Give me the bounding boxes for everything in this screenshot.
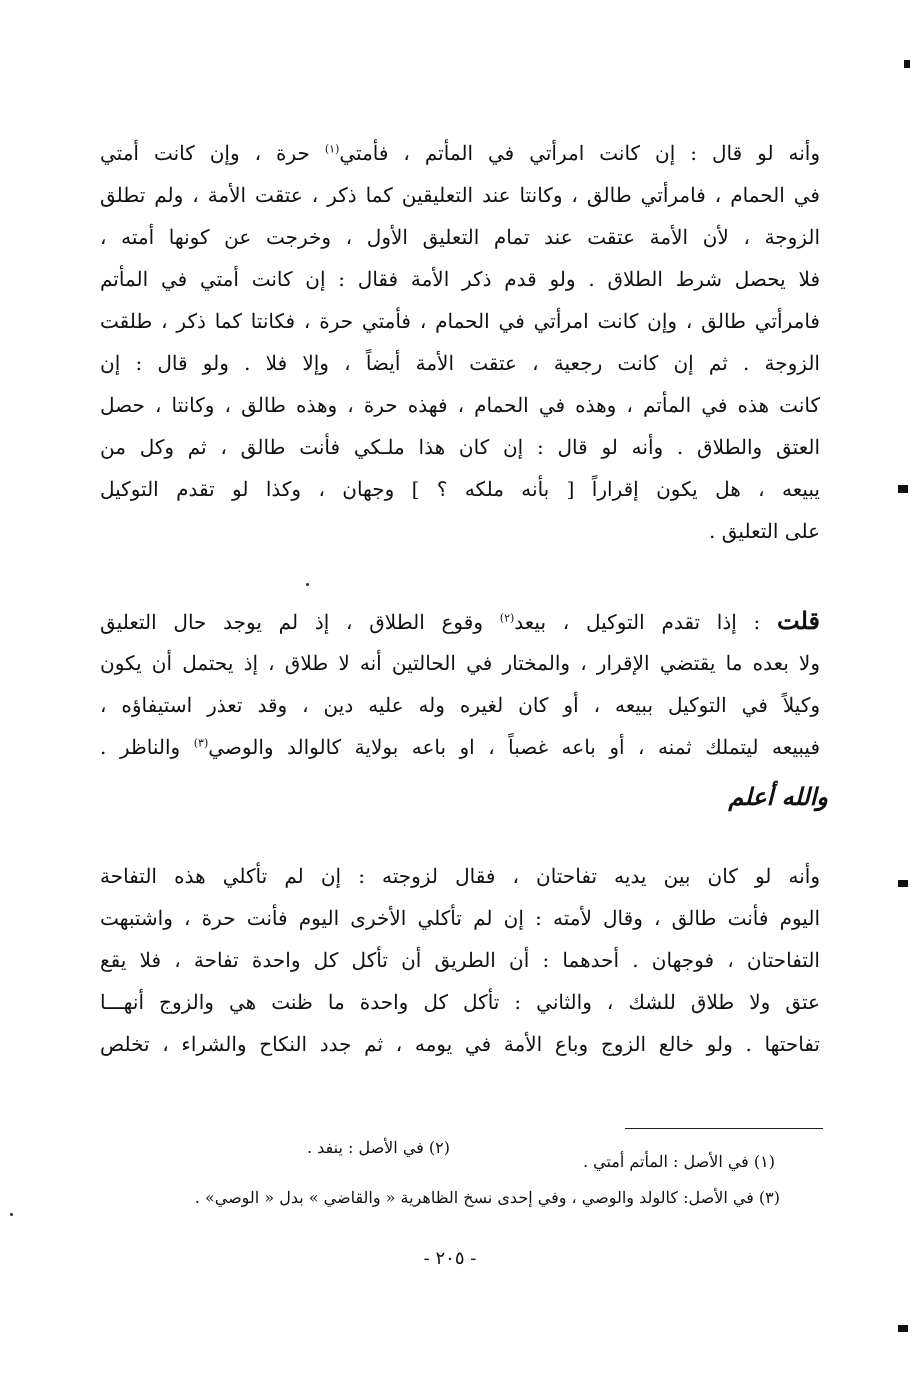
footnote-ref[interactable]: (١) (324, 142, 340, 156)
text-line: فلا يحصل شرط الطلاق . ولو قدم ذكر الأمة فقال : إن كانت أمتي في المأتم (100, 267, 820, 291)
text-line: وأنه لو كان بين يديه تفاحتان ، فقال لزوجته : إن لم تأكلي هذه التفاحة (100, 864, 820, 888)
ink-dot (10, 1213, 13, 1216)
closing-phrase: والله أعلم (728, 782, 828, 811)
edge-mark (898, 485, 908, 493)
text-line: اليوم فأنت طالق ، وقال لأمته : إن لم تأكلي الأخرى اليوم فأنت حرة ، واشتبهت (100, 906, 820, 930)
text-line: التفاحتان ، فوجهان . أحدهما : أن الطريق أن تأكل كل واحدة تفاحة ، فلا يقع (100, 948, 820, 972)
text-line: على التعليق . (709, 519, 820, 543)
text-line: يبيعه ، هل يكون إقراراً [ بأنه ملكه ؟ ] وجهان ، وكذا لو تقدم التوكيل (100, 477, 820, 501)
text-line: فامرأتي طالق ، وإن كانت امرأتي في الحمام ، فأمتي حرة ، فكانتا كما ذكر ، طلقت (100, 309, 820, 333)
ink-dot (306, 583, 309, 586)
text-line: وكيلاً في التوكيل ببيعه ، أو كان لغيره وله عليه دين ، وقد تعذر استيفاؤه ، (100, 693, 820, 717)
footnote-2: (٢) في الأصل : ينفد . (306, 1138, 450, 1157)
page-number: - ٢٠٥ - (423, 1248, 477, 1269)
text-line: عتق ولا طلاق للشك ، والثاني : تأكل كل واحدة ما ظنت هي والزوج أنهـــا (100, 990, 820, 1014)
paragraph-1 (100, 132, 820, 552)
lead-word: قلت (777, 606, 820, 635)
text-line: الزوجة . ثم إن كانت رجعية ، عتقت الأمة أيضاً ، وإلا فلا . ولو قال : إن (100, 351, 820, 375)
text-line: تفاحتها . ولو خالع الزوج وباع الأمة في يومه ، ثم جدد النكاح والشراء ، تخلص (100, 1032, 820, 1056)
paragraph-3 (100, 855, 820, 1065)
text-line: قلت : إذا تقدم التوكيل ، بيعد$^{(٢)}$ وقوع الطلاق ، إذ لم يوجد حال التعليق (100, 606, 820, 635)
text-line: في الحمام ، فامرأتي طالق ، وكانتا عند التعليقين كما ذكر ، عتقت الأمة ، ولم تطلق (100, 183, 820, 207)
footnote-ref[interactable]: (٣) (193, 736, 209, 750)
paragraph-2 (100, 600, 820, 768)
footnote-3: (٣) في الأصل: كالولد والوصي ، وفي إحدى نسخ الظاهرية « والقاضي » بدل « الوصي» . (194, 1188, 780, 1207)
text-line: العتق والطلاق . وأنه لو قال : إن كان هذا ملـكي فأنت طالق ، ثم وكل من (100, 435, 820, 459)
text-line: ولا بعده ما يقتضي الإقرار ، والمختار في الحالتين أنه لا طلاق ، إذ يحتمل أن يكون (100, 651, 820, 675)
edge-mark (898, 1325, 908, 1332)
footnote-divider (625, 1128, 823, 1129)
text-line: كانت هذه في المأتم ، وهذه في الحمام ، فهذه حرة ، وهذه طالق ، وكانتا ، حصل (100, 393, 820, 417)
footnote-ref[interactable]: (٢) (499, 611, 515, 625)
footnote-1: (١) في الأصل : المأتم أمتي . (582, 1152, 775, 1171)
edge-mark (898, 880, 908, 887)
text-line: الزوجة ، لأن الأمة عتقت عند تمام التعليق الأول ، وخرجت عن كونها أمته ، (100, 225, 820, 249)
text-line: فيبيعه ليتملك ثمنه ، أو باعه غصباً ، او باعه بولاية كالوالد والوصي$^{(٣)}$ والناظر . (100, 735, 820, 759)
text-line: وأنه لو قال : إن كانت امرأتي في المأتم ، فأمتي$^{(١)}$ حرة ، وإن كانت أمتي (100, 141, 820, 165)
edge-mark (904, 60, 910, 68)
